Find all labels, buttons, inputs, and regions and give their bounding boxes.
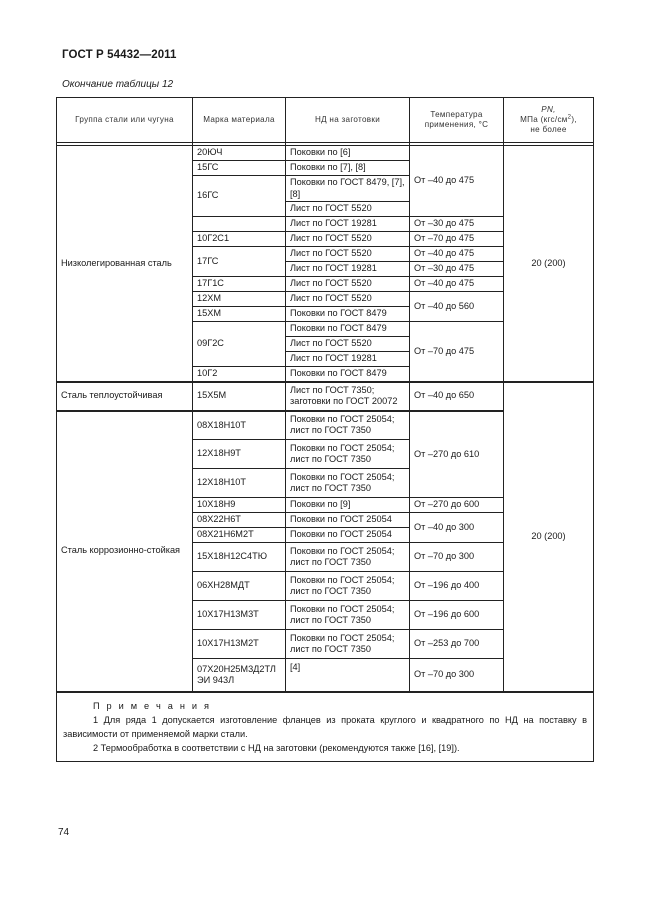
grade-cell: 16ГС [193, 176, 286, 217]
nd-cell: Лист по ГОСТ 5520 [286, 247, 410, 262]
header-pn-unit: МПа (кгс/см [520, 115, 568, 125]
nd-cell: Лист по ГОСТ 19281 [286, 352, 410, 367]
nd-cell: Поковки по [9] [286, 498, 410, 513]
nd-cell: Лист по ГОСТ 19281 [286, 217, 410, 232]
temp-cell: От –253 до 700 [410, 630, 504, 659]
header-steel-group: Группа стали или чугуна [57, 98, 193, 143]
temp-cell: От –70 до 475 [410, 322, 504, 382]
table-row [57, 382, 594, 411]
grade-cell: 17Г1С [193, 277, 286, 292]
table-row [57, 146, 594, 161]
header-blank-standard: НД на заготовки [286, 98, 410, 143]
header-temperature: Температура применения, °С [410, 98, 504, 143]
pn-cell-group2: 20 (200) [504, 382, 594, 692]
group-corrosion-resistant: Сталь коррозионно-стойкая [57, 411, 193, 692]
temp-cell: От –270 до 600 [410, 498, 504, 513]
grade-cell: 15ГС [193, 161, 286, 176]
nd-cell: Поковки по ГОСТ 25054; лист по ГОСТ 7350 [286, 411, 410, 440]
grade-cell: 20ЮЧ [193, 146, 286, 161]
grade-cell: 07Х20Н25М3Д2ТЛ ЭИ 943Л [193, 659, 286, 692]
temp-cell: От –70 до 300 [410, 659, 504, 692]
nd-cell: Лист по ГОСТ 7350; заготовки по ГОСТ 20072 [286, 382, 410, 411]
grade-cell: 08Х18Н10Т [193, 411, 286, 440]
note-2: 2 Термообработка в соответствии с НД на заготовки (рекомендуются также [16], [19]). [93, 743, 460, 754]
grade-cell: 12Х18Н9Т [193, 440, 286, 469]
temp-cell: От –196 до 400 [410, 572, 504, 601]
pn-cell-group1: 20 (200) [504, 146, 594, 382]
grade-cell: 09Г2С [193, 322, 286, 367]
notes-row [57, 692, 594, 762]
table-caption: Окончание таблицы 12 [62, 79, 174, 90]
nd-cell: Поковки по ГОСТ 25054; лист по ГОСТ 7350 [286, 543, 410, 572]
nd-cell: Поковки по ГОСТ 25054; лист по ГОСТ 7350 [286, 601, 410, 630]
notes-cell [57, 692, 594, 762]
group-low-alloy: Низколегированная сталь [57, 146, 193, 382]
nd-cell: Поковки по ГОСТ 8479, [7], [8] [286, 176, 410, 202]
nd-cell: Поковки по ГОСТ 8479 [286, 322, 410, 337]
grade-cell: 10Х18Н9 [193, 498, 286, 513]
nd-cell: Поковки по ГОСТ 25054; лист по ГОСТ 7350 [286, 630, 410, 659]
nd-cell: [4] [286, 659, 410, 692]
nd-cell: Лист по ГОСТ 19281 [286, 262, 410, 277]
nd-cell: Лист по ГОСТ 5520 [286, 232, 410, 247]
header-pn-symbol: PN, [541, 105, 556, 115]
page-number: 74 [58, 827, 70, 838]
temp-cell: От –40 до 650 [410, 382, 504, 411]
note-1: 1 Для ряда 1 допускается изготовление фланцев из проката круглого и квадратного по НД на поставку в зависимости от применяемой марки стали. [63, 714, 587, 739]
nd-cell: Поковки по ГОСТ 25054 [286, 528, 410, 543]
grade-cell: 06ХН28МДТ [193, 572, 286, 601]
steel-grades-table [56, 97, 594, 762]
nd-cell: Лист по ГОСТ 5520 [286, 202, 410, 217]
nd-cell: Лист по ГОСТ 5520 [286, 337, 410, 352]
temp-cell: От –30 до 475 [410, 217, 504, 232]
nd-cell: Поковки по ГОСТ 25054; лист по ГОСТ 7350 [286, 469, 410, 498]
nd-cell: Поковки по ГОСТ 8479 [286, 307, 410, 322]
header-material-grade: Марка материала [193, 98, 286, 143]
grade-cell: 15ХМ [193, 307, 286, 322]
grade-cell: 10Г2С1 [193, 232, 286, 247]
temp-cell: От –40 до 475 [410, 146, 504, 217]
grade-cell: 08Х21Н6М2Т [193, 528, 286, 543]
table-header-row [57, 98, 594, 143]
temp-cell: От –40 до 475 [410, 247, 504, 262]
header-pn-tail: ), [571, 115, 577, 125]
nd-cell: Лист по ГОСТ 5520 [286, 292, 410, 307]
grade-cell: 17ГС [193, 247, 286, 277]
grade-cell: 15Х18Н12С4ТЮ [193, 543, 286, 572]
nd-cell: Поковки по ГОСТ 8479 [286, 367, 410, 382]
grade-cell: 15Х5М [193, 382, 286, 411]
grade-cell: 10Г2 [193, 367, 286, 382]
temp-cell: От –40 до 475 [410, 277, 504, 292]
grade-cell: 12ХМ [193, 292, 286, 307]
standard-designation: ГОСТ Р 54432—2011 [62, 49, 177, 61]
temp-cell: От –70 до 300 [410, 543, 504, 572]
grade-cell: 12Х18Н10Т [193, 469, 286, 498]
temp-cell: От –70 до 475 [410, 232, 504, 247]
nd-cell: Поковки по ГОСТ 25054; лист по ГОСТ 7350 [286, 440, 410, 469]
temp-cell: От –196 до 600 [410, 601, 504, 630]
temp-cell: От –30 до 475 [410, 262, 504, 277]
grade-cell: 10Х17Н13М2Т [193, 630, 286, 659]
nd-cell: Поковки по ГОСТ 25054 [286, 513, 410, 528]
temp-cell: От –270 до 610 [410, 411, 504, 498]
grade-cell: 10Х17Н13М3Т [193, 601, 286, 630]
header-pn-sup: 2 [567, 114, 572, 121]
nd-cell: Поковки по ГОСТ 25054; лист по ГОСТ 7350 [286, 572, 410, 601]
group-heat-resistant: Сталь теплоустойчивая [57, 382, 193, 411]
notes-title: П р и м е ч а н и я [93, 700, 212, 711]
nd-cell: Поковки по [7], [8] [286, 161, 410, 176]
header-pn-limit: не более [530, 124, 567, 134]
grade-cell-empty [193, 217, 286, 232]
temp-cell: От –40 до 560 [410, 292, 504, 322]
nd-cell: Лист по ГОСТ 5520 [286, 277, 410, 292]
header-pn [504, 98, 594, 143]
temp-cell: От –40 до 300 [410, 513, 504, 543]
grade-cell: 08Х22Н6Т [193, 513, 286, 528]
nd-cell: Поковки по [6] [286, 146, 410, 161]
